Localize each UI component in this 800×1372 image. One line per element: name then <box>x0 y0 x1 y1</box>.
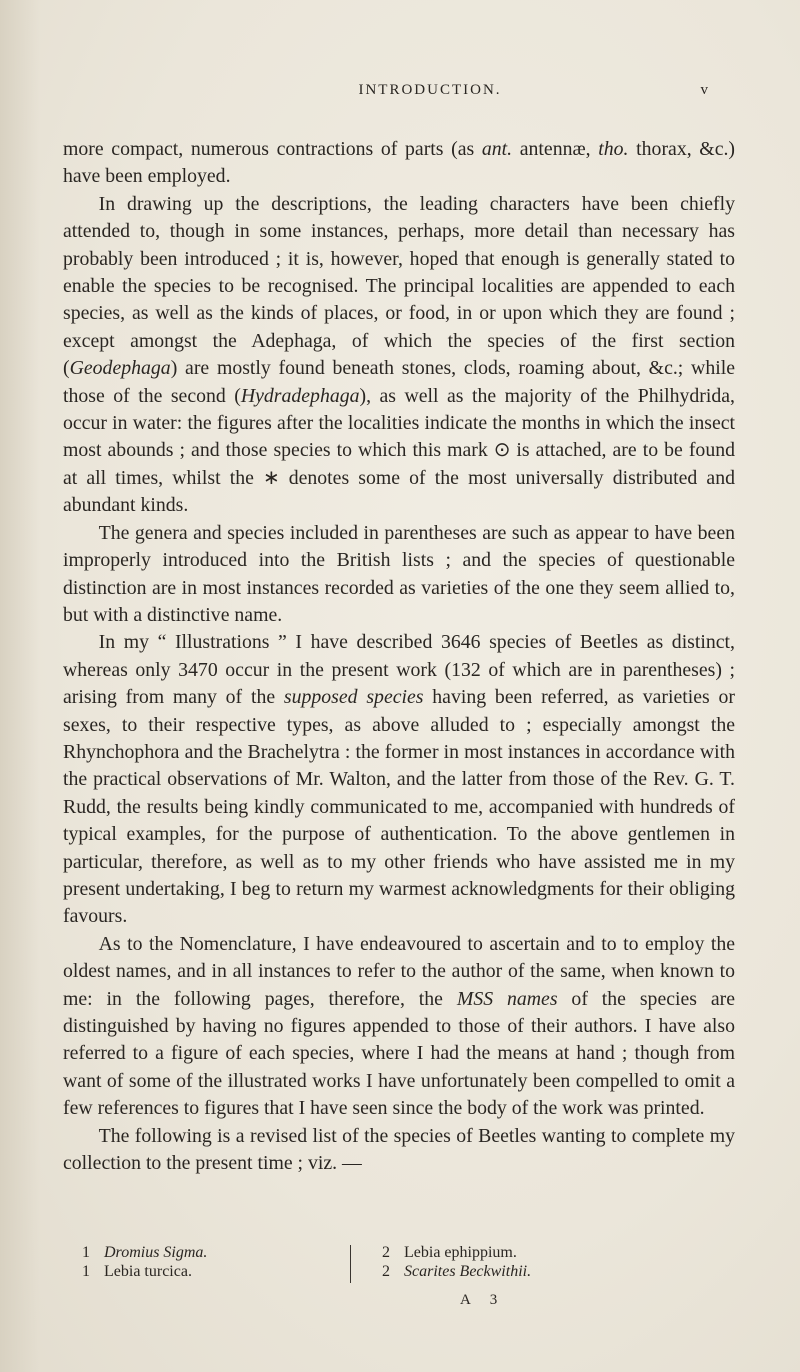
body-text <box>63 136 735 1177</box>
text-span: As to the Nomenclature, I have endeavoured to ascertain and to to employ the oldest names, and in all instances to refer to the author of the same, when known to me: in the following pages, therefore, the <box>63 932 735 1010</box>
text-span: having been referred, as varieties or sexes, to their respective types, as above alluded to ; especially amongst the Rhynchophora and the Brachelytra : the former in most instances in accordance with the practical observations of Mr. Walton, and the latter from those of the Rev. G. T. Rudd, the results being kindly communicated to me, accompanied with hundreds of typical examples, for the purpose of authentication. To the above gentlemen in particular, therefore, as well as to my other friends who have assisted me in my present undertaking, I beg to return my warmest acknowledgments for their obliging favours. <box>63 686 735 928</box>
list-item-name: Lebia turcica. <box>104 1263 192 1280</box>
paragraph-illustrations <box>63 629 735 930</box>
paragraph-descriptions <box>63 191 735 520</box>
list-column-right <box>382 1243 702 1281</box>
text-span: In my “ Illustrations ” I have described 3646 species of Beetles as distinct, whereas only 3470 occur in the present work (132 of which are in parentheses) ; arising from many of the <box>63 631 735 709</box>
list-item-number: 2 <box>382 1244 390 1261</box>
list-item-name: Dromius Sigma. <box>104 1244 208 1261</box>
text-span: antennæ, <box>512 138 599 160</box>
italic-hydradephaga: Hydradephaga <box>240 384 360 407</box>
list-item-number: 1 <box>82 1263 90 1280</box>
running-head <box>0 82 800 106</box>
page-number: v <box>700 82 708 98</box>
paragraph-genera: The genera and species included in parentheses are such as appear to have been improperly introduced into the British lists ; and the species of questionable distinction are in most instances recorded as varieties of the one they seem allied to, but with a distinctive name. <box>63 521 735 626</box>
wanting-species-list <box>82 1243 722 1293</box>
paragraph-wanting-list-intro: The following is a revised list of the species of Beetles wanting to complete my collection to the present time ; viz. — <box>63 1124 735 1175</box>
text-span: ), as well as the majority of the Philhydrida, occur in water: the figures after the localities indicate the months in which the insect most abounds ; and those species to which this mark ⊙ is attached, are to be found at all times, whilst the ∗ denotes some of the most universally distributed and abundant kinds. <box>63 384 735 517</box>
list-item <box>82 1262 332 1281</box>
text-span: of the species are distinguished by having no figures appended to those of their authors. I have also referred to a figure of each species, where I had the means at hand ; though from want of some of the illustrated works I have unfortunately been compelled to omit a few references to figures that I have seen since the body of the work was printed. <box>63 987 736 1120</box>
list-column-left <box>82 1243 332 1281</box>
list-item-number: 1 <box>82 1244 90 1261</box>
list-item-name: Lebia ephippium. <box>404 1244 517 1261</box>
text-span: thorax, &c.) have been employed. <box>63 138 736 188</box>
list-item <box>382 1262 702 1281</box>
running-title: INTRODUCTION. <box>358 82 502 98</box>
signature-mark: A 3 <box>460 1292 506 1308</box>
list-item-number: 2 <box>382 1263 390 1280</box>
list-item <box>82 1243 332 1262</box>
italic-mss-names: MSS names <box>456 987 558 1010</box>
list-item-name: Scarites Beckwithii. <box>404 1263 532 1280</box>
text-span: In drawing up the descriptions, the leading characters have been chiefly attended to, though in some instances, perhaps, more detail than necessary has probably been introduced ; it is, however, hoped that enough is generally stated to enable the species to be recognised. The principal localities are appended to each species, as well as the kinds of places, or food, in or upon which they are found ; except amongst the Adephaga, of which the species of the first section ( <box>63 192 735 380</box>
italic-abbrev-tho: tho. <box>598 138 629 160</box>
italic-supposed-species: supposed species <box>283 686 424 709</box>
paragraph-abbreviations <box>63 136 735 191</box>
italic-abbrev-ant: ant. <box>481 138 513 160</box>
text-span: ) are mostly found beneath stones, clods, roaming about, &c.; while those of the second ( <box>63 357 735 407</box>
list-item <box>382 1243 702 1262</box>
italic-geodephaga: Geodephaga <box>69 357 171 380</box>
paragraph-nomenclature <box>63 931 735 1123</box>
text-span: more compact, numerous contractions of parts (as <box>63 138 482 160</box>
column-divider <box>350 1245 351 1283</box>
